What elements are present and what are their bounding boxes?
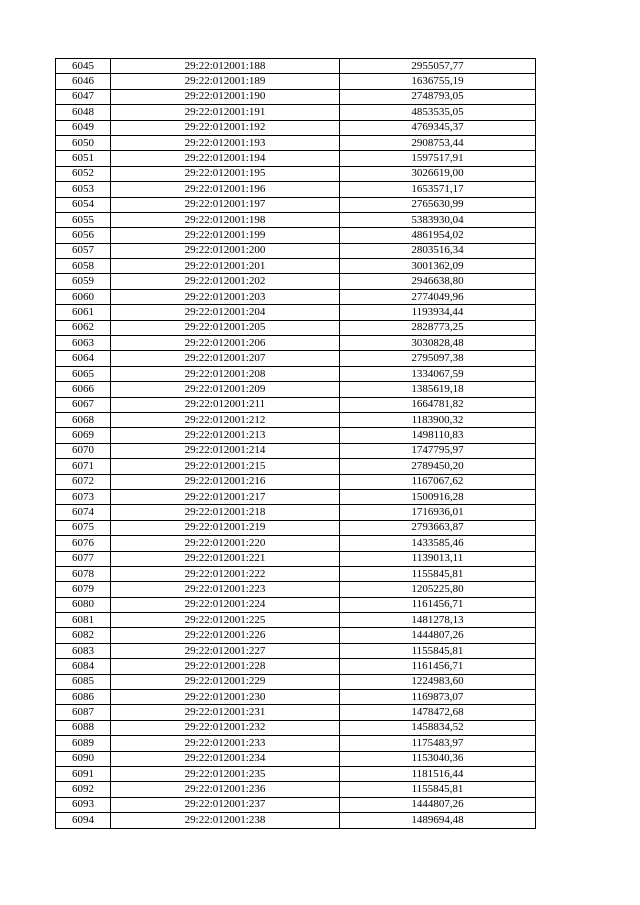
cadastral-value-cell: 2828773,25 [340,320,536,335]
cadastral-number-cell: 29:22:012001:217 [111,489,340,504]
cadastral-number-cell: 29:22:012001:222 [111,566,340,581]
cadastral-value-cell: 1139013,11 [340,551,536,566]
row-number-cell: 6059 [56,274,111,289]
cadastral-number-cell: 29:22:012001:211 [111,397,340,412]
cadastral-value-cell: 3001362,09 [340,259,536,274]
cadastral-number-cell: 29:22:012001:207 [111,351,340,366]
table-row [56,582,536,597]
cadastral-number-cell: 29:22:012001:229 [111,674,340,689]
row-number-cell: 6078 [56,566,111,581]
table-row [56,628,536,643]
cadastral-value-cell: 1155845,81 [340,643,536,658]
table-row [56,197,536,212]
table-row [56,643,536,658]
table-row [56,813,536,828]
table-row [56,536,536,551]
cadastral-number-cell: 29:22:012001:198 [111,212,340,227]
cadastral-value-cell: 1478472,68 [340,705,536,720]
table-row [56,382,536,397]
cadastral-number-cell: 29:22:012001:236 [111,782,340,797]
row-number-cell: 6046 [56,74,111,89]
cadastral-number-cell: 29:22:012001:188 [111,59,340,74]
cadastral-value-cell: 1167067,62 [340,474,536,489]
table-row [56,659,536,674]
row-number-cell: 6090 [56,751,111,766]
cadastral-value-cell: 4853535,05 [340,105,536,120]
table-row [56,166,536,181]
cadastral-value-cell: 2803516,34 [340,243,536,258]
cadastral-number-cell: 29:22:012001:209 [111,382,340,397]
cadastral-number-cell: 29:22:012001:212 [111,412,340,427]
table-row [56,397,536,412]
cadastral-value-cell: 2793663,87 [340,520,536,535]
table-row [56,474,536,489]
cadastral-value-cell: 4769345,37 [340,120,536,135]
row-number-cell: 6056 [56,228,111,243]
table-row [56,135,536,150]
table-row [56,366,536,381]
table-row [56,105,536,120]
row-number-cell: 6050 [56,135,111,150]
cadastral-number-cell: 29:22:012001:228 [111,659,340,674]
cadastral-value-cell: 1433585,46 [340,536,536,551]
table-body [56,59,536,829]
cadastral-value-cell: 1500916,28 [340,489,536,504]
cadastral-value-cell: 2774049,96 [340,289,536,304]
cadastral-number-cell: 29:22:012001:238 [111,813,340,828]
row-number-cell: 6083 [56,643,111,658]
row-number-cell: 6091 [56,766,111,781]
cadastral-number-cell: 29:22:012001:213 [111,428,340,443]
table-row [56,736,536,751]
row-number-cell: 6054 [56,197,111,212]
table-row [56,751,536,766]
cadastral-number-cell: 29:22:012001:220 [111,536,340,551]
cadastral-value-cell: 2765630,99 [340,197,536,212]
table-row [56,551,536,566]
table-row [56,212,536,227]
cadastral-value-cell: 1169873,07 [340,690,536,705]
table-row [56,705,536,720]
row-number-cell: 6075 [56,520,111,535]
cadastral-value-cell: 3026619,00 [340,166,536,181]
row-number-cell: 6063 [56,336,111,351]
cadastral-value-cell: 2748793,05 [340,89,536,104]
row-number-cell: 6085 [56,674,111,689]
table-row [56,690,536,705]
row-number-cell: 6084 [56,659,111,674]
cadastral-value-cell: 1183900,32 [340,412,536,427]
cadastral-number-cell: 29:22:012001:216 [111,474,340,489]
cadastral-value-cell: 1161456,71 [340,659,536,674]
table-row [56,274,536,289]
table-row [56,74,536,89]
table-row [56,243,536,258]
cadastral-value-cell: 1458834,52 [340,720,536,735]
cadastral-number-cell: 29:22:012001:196 [111,182,340,197]
table-row [56,797,536,812]
cadastral-number-cell: 29:22:012001:237 [111,797,340,812]
table-row [56,613,536,628]
row-number-cell: 6068 [56,412,111,427]
cadastral-value-cell: 1636755,19 [340,74,536,89]
table-row [56,320,536,335]
row-number-cell: 6061 [56,305,111,320]
cadastral-value-cell: 1153040,36 [340,751,536,766]
cadastral-number-cell: 29:22:012001:233 [111,736,340,751]
cadastral-number-cell: 29:22:012001:204 [111,305,340,320]
row-number-cell: 6081 [56,613,111,628]
cadastral-number-cell: 29:22:012001:232 [111,720,340,735]
row-number-cell: 6048 [56,105,111,120]
table-row [56,459,536,474]
table-row [56,489,536,504]
cadastral-value-cell: 1716936,01 [340,505,536,520]
cadastral-value-cell: 1444807,26 [340,797,536,812]
table-row [56,151,536,166]
table-row [56,674,536,689]
table-row [56,89,536,104]
table-row [56,351,536,366]
cadastral-number-cell: 29:22:012001:191 [111,105,340,120]
row-number-cell: 6082 [56,628,111,643]
cadastral-number-cell: 29:22:012001:221 [111,551,340,566]
cadastral-value-cell: 1664781,82 [340,397,536,412]
cadastral-number-cell: 29:22:012001:227 [111,643,340,658]
row-number-cell: 6079 [56,582,111,597]
table-row [56,59,536,74]
cadastral-number-cell: 29:22:012001:231 [111,705,340,720]
table-row [56,120,536,135]
cadastral-number-cell: 29:22:012001:214 [111,443,340,458]
row-number-cell: 6087 [56,705,111,720]
row-number-cell: 6093 [56,797,111,812]
cadastral-value-table [55,58,536,829]
cadastral-value-cell: 2955057,77 [340,59,536,74]
cadastral-value-cell: 1597517,91 [340,151,536,166]
cadastral-value-cell: 2789450,20 [340,459,536,474]
cadastral-number-cell: 29:22:012001:200 [111,243,340,258]
table-row [56,782,536,797]
cadastral-number-cell: 29:22:012001:193 [111,135,340,150]
table-row [56,520,536,535]
table-row [56,505,536,520]
cadastral-number-cell: 29:22:012001:208 [111,366,340,381]
row-number-cell: 6074 [56,505,111,520]
cadastral-value-cell: 2908753,44 [340,135,536,150]
row-number-cell: 6058 [56,259,111,274]
row-number-cell: 6086 [56,690,111,705]
cadastral-value-cell: 1205225,80 [340,582,536,597]
table-row [56,228,536,243]
cadastral-number-cell: 29:22:012001:205 [111,320,340,335]
cadastral-value-cell: 1175483,97 [340,736,536,751]
cadastral-value-cell: 1224983,60 [340,674,536,689]
cadastral-value-cell: 3030828,48 [340,336,536,351]
cadastral-value-cell: 2946638,80 [340,274,536,289]
row-number-cell: 6060 [56,289,111,304]
table-row [56,336,536,351]
cadastral-value-cell: 1444807,26 [340,628,536,643]
cadastral-value-cell: 1653571,17 [340,182,536,197]
table-row [56,720,536,735]
cadastral-value-cell: 1193934,44 [340,305,536,320]
row-number-cell: 6051 [56,151,111,166]
row-number-cell: 6049 [56,120,111,135]
table-row [56,566,536,581]
cadastral-value-cell: 1181516,44 [340,766,536,781]
cadastral-number-cell: 29:22:012001:206 [111,336,340,351]
cadastral-number-cell: 29:22:012001:230 [111,690,340,705]
row-number-cell: 6067 [56,397,111,412]
cadastral-value-cell: 1155845,81 [340,566,536,581]
row-number-cell: 6080 [56,597,111,612]
cadastral-number-cell: 29:22:012001:218 [111,505,340,520]
cadastral-number-cell: 29:22:012001:201 [111,259,340,274]
row-number-cell: 6047 [56,89,111,104]
cadastral-number-cell: 29:22:012001:192 [111,120,340,135]
row-number-cell: 6053 [56,182,111,197]
cadastral-number-cell: 29:22:012001:226 [111,628,340,643]
cadastral-number-cell: 29:22:012001:215 [111,459,340,474]
cadastral-number-cell: 29:22:012001:219 [111,520,340,535]
cadastral-value-cell: 1334067,59 [340,366,536,381]
row-number-cell: 6062 [56,320,111,335]
cadastral-value-cell: 1498110,83 [340,428,536,443]
row-number-cell: 6045 [56,59,111,74]
row-number-cell: 6066 [56,382,111,397]
cadastral-number-cell: 29:22:012001:234 [111,751,340,766]
table-row [56,289,536,304]
cadastral-number-cell: 29:22:012001:203 [111,289,340,304]
table-row [56,597,536,612]
row-number-cell: 6076 [56,536,111,551]
cadastral-value-cell: 1161456,71 [340,597,536,612]
row-number-cell: 6088 [56,720,111,735]
cadastral-number-cell: 29:22:012001:224 [111,597,340,612]
table-row [56,766,536,781]
row-number-cell: 6070 [56,443,111,458]
cadastral-number-cell: 29:22:012001:195 [111,166,340,181]
row-number-cell: 6092 [56,782,111,797]
table-row [56,428,536,443]
cadastral-number-cell: 29:22:012001:235 [111,766,340,781]
cadastral-value-cell: 1481278,13 [340,613,536,628]
cadastral-number-cell: 29:22:012001:225 [111,613,340,628]
row-number-cell: 6071 [56,459,111,474]
table-row [56,443,536,458]
table-row [56,259,536,274]
row-number-cell: 6064 [56,351,111,366]
row-number-cell: 6057 [56,243,111,258]
row-number-cell: 6069 [56,428,111,443]
cadastral-value-cell: 1747795,97 [340,443,536,458]
cadastral-number-cell: 29:22:012001:223 [111,582,340,597]
row-number-cell: 6072 [56,474,111,489]
cadastral-number-cell: 29:22:012001:199 [111,228,340,243]
cadastral-number-cell: 29:22:012001:202 [111,274,340,289]
row-number-cell: 6052 [56,166,111,181]
cadastral-value-cell: 1155845,81 [340,782,536,797]
row-number-cell: 6065 [56,366,111,381]
cadastral-value-cell: 1489694,48 [340,813,536,828]
row-number-cell: 6089 [56,736,111,751]
cadastral-value-cell: 4861954,02 [340,228,536,243]
table-row [56,305,536,320]
row-number-cell: 6073 [56,489,111,504]
cadastral-number-cell: 29:22:012001:190 [111,89,340,104]
row-number-cell: 6094 [56,813,111,828]
cadastral-number-cell: 29:22:012001:194 [111,151,340,166]
cadastral-number-cell: 29:22:012001:197 [111,197,340,212]
cadastral-number-cell: 29:22:012001:189 [111,74,340,89]
cadastral-value-cell: 1385619,18 [340,382,536,397]
table-row [56,412,536,427]
row-number-cell: 6055 [56,212,111,227]
cadastral-value-cell: 5383930,04 [340,212,536,227]
table-row [56,182,536,197]
cadastral-value-cell: 2795097,38 [340,351,536,366]
row-number-cell: 6077 [56,551,111,566]
